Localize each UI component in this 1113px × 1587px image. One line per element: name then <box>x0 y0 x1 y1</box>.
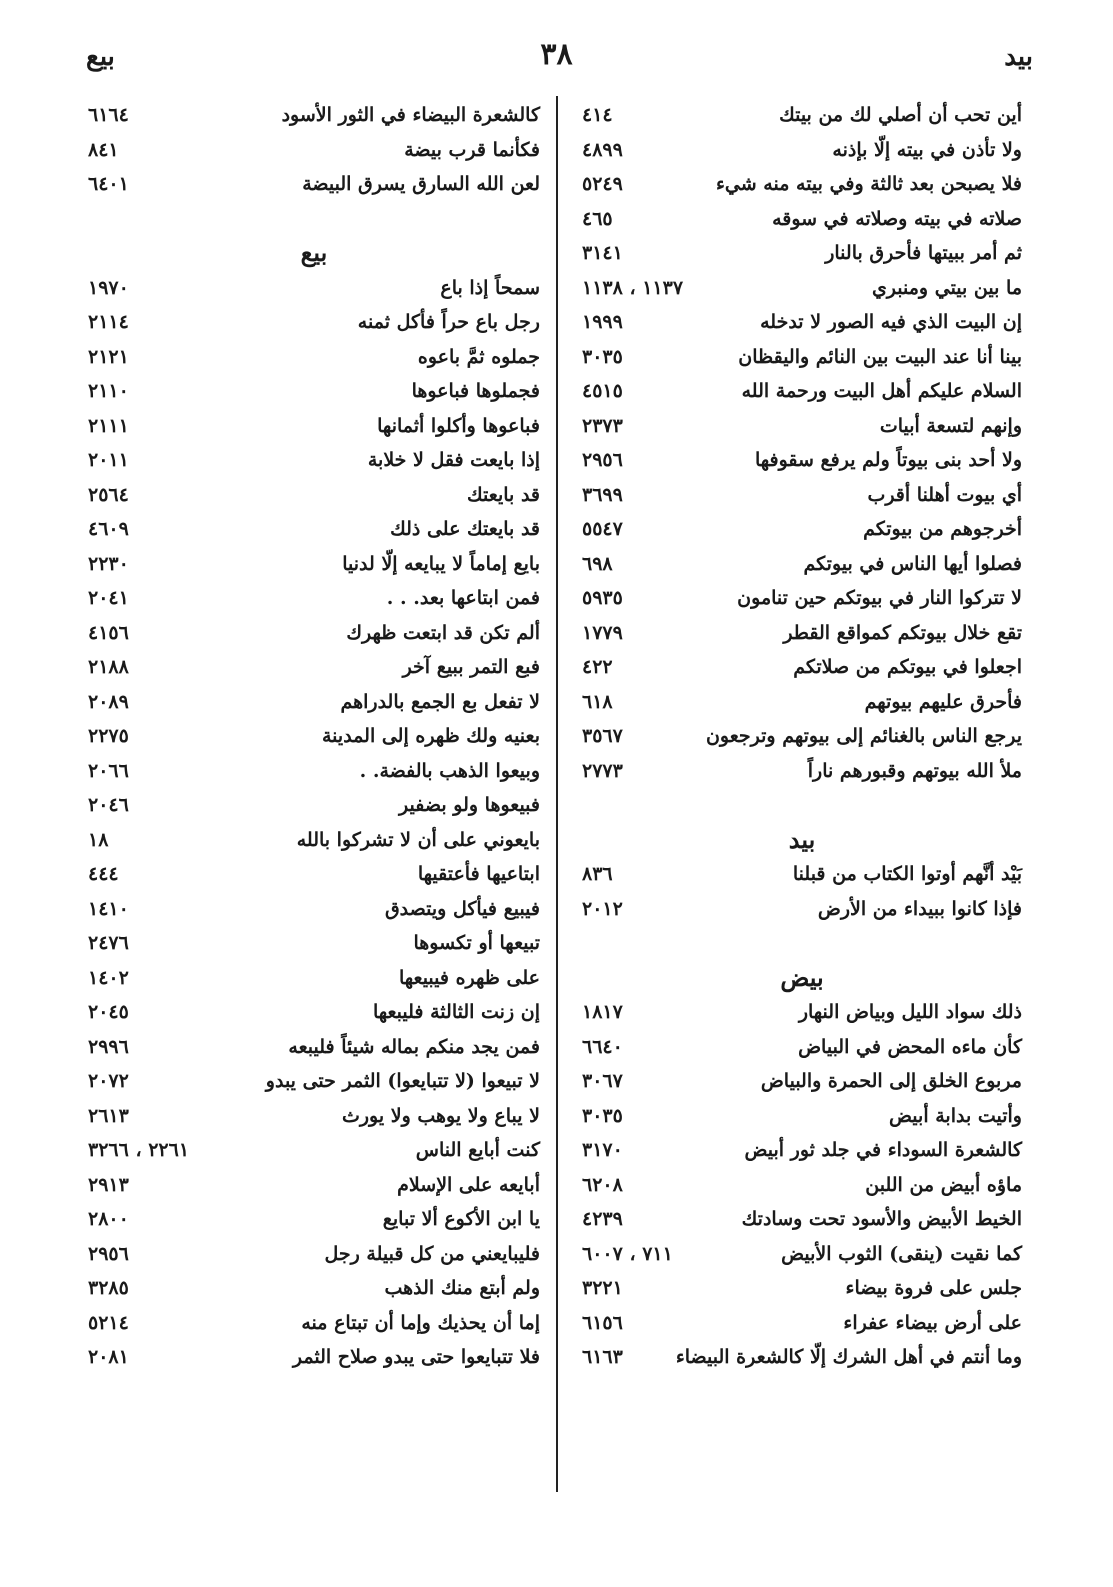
entry-phrase: لعن الله السارق يسرق البيضة <box>302 173 540 195</box>
entry-phrase: تبيعها أو تكسوها <box>413 932 540 954</box>
index-entry <box>582 616 1022 651</box>
entry-phrase: على أرض بيضاء عفراء <box>843 1311 1022 1334</box>
entry-reference-number: ٥٩٣٥ <box>582 587 623 609</box>
entry-phrase: رجل باع حراً فأكل ثمنه <box>357 311 540 333</box>
entry-phrase: وأتيت بدابة أبيض <box>889 1104 1022 1127</box>
entry-reference-number: ٢٠٦٦ <box>88 759 129 782</box>
entry-phrase: لا تفعل بع الجمع بالدراهم <box>340 690 540 713</box>
entry-reference-number: ٦٩٨ <box>582 552 613 575</box>
entry-phrase: السلام عليكم أهل البيت ورحمة الله <box>741 380 1022 402</box>
entry-reference-number: ٢٠١١ <box>88 449 129 471</box>
entry-reference-number: ١٤١٠ <box>88 897 129 920</box>
root-heading <box>582 823 1022 858</box>
entry-phrase: أي بيوت أهلنا أقرب <box>867 483 1022 506</box>
entry-phrase: لا تتركوا النار في بيوتكم حين تنامون <box>737 587 1022 609</box>
index-entry <box>88 305 540 340</box>
entry-phrase: ولا تأذن في بيته إلّا بإذنه <box>832 138 1022 161</box>
spacer <box>582 926 1022 961</box>
index-entry <box>88 1064 540 1099</box>
index-entry <box>582 1030 1022 1065</box>
entry-reference-number: ٢٩٥٦ <box>582 449 623 471</box>
entry-phrase: كالشعرة السوداء في جلد ثور أبيض <box>744 1139 1022 1161</box>
right-column <box>582 98 1022 1375</box>
entry-phrase: فبيعوها ولو بضفير <box>399 794 540 816</box>
entry-reference-number: ٢٥٦٤ <box>88 483 129 506</box>
entry-reference-number: ٢١١٠ <box>88 380 129 402</box>
entry-phrase: إذا بايعت فقل لا خلابة <box>367 449 540 471</box>
entry-reference-number: ٢٦١٣ <box>88 1104 129 1127</box>
entry-reference-number: ٢٨٠٠ <box>88 1208 129 1230</box>
entry-reference-number: ٦١٨ <box>582 690 613 713</box>
index-entry <box>582 995 1022 1030</box>
entry-phrase: وإنهم لتسعة أبيات <box>879 414 1022 437</box>
index-entry <box>88 133 540 168</box>
entry-phrase: فجملوها فباعوها <box>411 380 540 402</box>
spacer <box>582 788 1022 823</box>
root-heading <box>88 236 540 271</box>
entry-phrase: يا ابن الأكوع ألا تبايع <box>382 1208 540 1230</box>
entry-phrase: مربوع الخلق إلى الحمرة والبياض <box>760 1070 1022 1092</box>
entry-reference-number: ٣١٧٠ <box>582 1139 623 1161</box>
entry-reference-number: ٢٢٦١ ، ٣٢٦٦ <box>88 1139 190 1161</box>
entry-reference-number: ٢٣٧٣ <box>582 414 623 437</box>
index-entry <box>88 788 540 823</box>
index-entry <box>582 478 1022 513</box>
header-root-word-right: بيد <box>1004 42 1033 72</box>
entry-phrase: فبع التمر ببيع آخر <box>402 656 540 678</box>
index-entry <box>582 650 1022 685</box>
entry-reference-number: ٢٠٨٩ <box>88 690 129 713</box>
entry-reference-number: ١١٣٧ ، ١١٣٨ <box>582 276 684 299</box>
entry-reference-number: ٢٢٧٥ <box>88 725 129 747</box>
entry-phrase: جلس على فروة بيضاء <box>845 1277 1022 1299</box>
entry-phrase: سمحاً إذا باع <box>440 276 540 299</box>
root-heading-text: بيع <box>300 238 328 267</box>
entry-reference-number: ٥٥٤٧ <box>582 518 623 540</box>
index-entry <box>582 1133 1022 1168</box>
left-column <box>88 98 540 1375</box>
entry-phrase: إما أن يحذيك وإما أن تبتاع منه <box>301 1311 540 1334</box>
index-entry <box>582 719 1022 754</box>
index-entry <box>582 892 1022 927</box>
entry-phrase: ماؤه أبيض من اللبن <box>865 1173 1022 1196</box>
root-heading <box>582 961 1022 996</box>
index-entry <box>582 1237 1022 1272</box>
index-entry <box>582 857 1022 892</box>
entry-phrase: فليبايعني من كل قبيلة رجل <box>324 1242 540 1265</box>
index-entry <box>88 754 540 789</box>
entry-reference-number: ١٨ <box>88 828 109 851</box>
index-entry <box>582 1271 1022 1306</box>
root-heading-text: بيض <box>780 962 824 992</box>
index-entry <box>88 995 540 1030</box>
entry-phrase: فلا يصبحن بعد ثالثة وفي بيته منه شيء <box>716 173 1022 195</box>
entry-phrase: ابتاعيها فأعتقيها <box>417 863 540 885</box>
entry-phrase: أخرجوهم من بيوتكم <box>863 518 1022 540</box>
entry-reference-number: ٢٤٧٦ <box>88 932 129 954</box>
index-entry <box>582 98 1022 133</box>
entry-phrase: فباعوها وأكلوا أثمانها <box>377 414 540 437</box>
entry-reference-number: ٣٠٦٧ <box>582 1070 623 1092</box>
entry-phrase: وما أنتم في أهل الشرك إلّا كالشعرة البيضاء <box>675 1346 1022 1368</box>
entry-phrase: فأحرق عليهم بيوتهم <box>864 690 1022 713</box>
spacer <box>88 202 540 237</box>
entry-reference-number: ٢٩١٣ <box>88 1173 129 1196</box>
index-entry <box>88 409 540 444</box>
index-entry <box>582 1099 1022 1134</box>
index-entry <box>88 616 540 651</box>
entry-reference-number: ٤٦٥ <box>582 207 613 230</box>
index-entry <box>88 512 540 547</box>
index-entry <box>88 823 540 858</box>
index-entry <box>88 271 540 306</box>
column-divider <box>556 96 558 1492</box>
entry-phrase: إن البيت الذي فيه الصور لا تدخله <box>760 311 1022 333</box>
entry-reference-number: ٥٢٤٩ <box>582 173 623 195</box>
entry-phrase: بايعوني على أن لا تشركوا بالله <box>296 828 540 851</box>
entry-phrase: فإذا كانوا ببيداء من الأرض <box>817 897 1022 920</box>
entry-phrase: جملوه ثمَّ باعوه <box>417 345 540 368</box>
root-heading-text: بيد <box>788 824 816 854</box>
entry-phrase: ملأ الله بيوتهم وقبورهم ناراً <box>807 759 1022 782</box>
index-entry <box>582 305 1022 340</box>
entry-phrase: لا تبيعوا (لا تتبايعوا) الثمر حتى يبدو <box>265 1070 540 1092</box>
entry-phrase: تقع خلال بيوتكم كمواقع القطر <box>783 621 1022 644</box>
index-entry <box>88 961 540 996</box>
entry-reference-number: ٢٠٨١ <box>88 1346 129 1368</box>
entry-phrase: فكأنما قرب بيضة <box>404 138 540 161</box>
entry-reference-number: ٦٢٠٨ <box>582 1173 623 1196</box>
entry-reference-number: ٢٠٤١ <box>88 587 129 609</box>
entry-phrase: على ظهره فيبيعها <box>398 966 540 989</box>
entry-phrase: ألم تكن قد ابتعت ظهرك <box>346 621 540 644</box>
entry-reference-number: ٢١١١ <box>88 414 129 437</box>
index-entry <box>88 98 540 133</box>
index-entry <box>582 202 1022 237</box>
index-entry <box>582 374 1022 409</box>
entry-phrase: ولا أحد بنى بيوتاً ولم يرفع سقوفها <box>754 449 1022 471</box>
index-entry <box>88 547 540 582</box>
entry-phrase: لا يباع ولا يوهب ولا يورث <box>341 1104 540 1127</box>
entry-phrase: ذلك سواد الليل وبياض النهار <box>798 1001 1022 1023</box>
entry-reference-number: ٤٢٢ <box>582 656 613 678</box>
entry-reference-number: ٢٠٧٢ <box>88 1070 129 1092</box>
entry-reference-number: ٢٧٧٣ <box>582 759 623 782</box>
index-entry <box>88 340 540 375</box>
entry-reference-number: ٨٣٦ <box>582 863 613 885</box>
entry-reference-number: ٢٩٥٦ <box>88 1242 129 1265</box>
entry-phrase: بَيْد أنَّهم أوتوا الكتاب من قبلنا <box>792 863 1022 885</box>
entry-reference-number: ٢١٨٨ <box>88 656 129 678</box>
entry-reference-number: ٧١١ ، ٦٠٠٧ <box>582 1242 673 1265</box>
entry-phrase: فمن يجد منكم بماله شيئاً فليبعه <box>288 1035 540 1058</box>
index-entry <box>88 1133 540 1168</box>
index-entry <box>88 1202 540 1237</box>
index-entry <box>582 1064 1022 1099</box>
entry-phrase: فصلوا أيها الناس في بيوتكم <box>803 552 1022 575</box>
entry-reference-number: ٤١٤ <box>582 104 613 126</box>
index-entry <box>582 1202 1022 1237</box>
entry-phrase: صلاته في بيته وصلاته في سوقه <box>772 207 1022 230</box>
entry-reference-number: ٤٨٩٩ <box>582 138 623 161</box>
entry-phrase: الخيط الأبيض والأسود تحت وسادتك <box>741 1208 1022 1230</box>
entry-phrase: قد بايعتك <box>467 483 540 506</box>
entry-phrase: ثم أمر ببيتها فأحرق بالنار <box>825 242 1022 264</box>
entry-phrase: بينا أنا عند البيت بين النائم واليقظان <box>738 345 1022 368</box>
entry-reference-number: ٣٦٩٩ <box>582 483 623 506</box>
entry-phrase: كما نقيت (ينقى) الثوب الأبيض <box>781 1242 1022 1265</box>
index-entry <box>88 374 540 409</box>
entry-reference-number: ٢١١٤ <box>88 311 129 333</box>
entry-phrase: بايع إماماً لا يبايعه إلّا لدنيا <box>342 552 540 575</box>
index-entry <box>582 236 1022 271</box>
entry-reference-number: ١٨١٧ <box>582 1001 623 1023</box>
entry-phrase: وبيعوا الذهب بالفضة. . <box>359 759 540 782</box>
index-entry <box>582 340 1022 375</box>
index-entry <box>88 167 540 202</box>
entry-phrase: فيبيع فيأكل ويتصدق <box>384 897 540 920</box>
index-entry <box>88 478 540 513</box>
entry-reference-number: ٦١٥٦ <box>582 1311 623 1334</box>
entry-phrase: ما بين بيتي ومنبري <box>871 276 1022 299</box>
entry-phrase: كنت أبايع الناس <box>415 1139 540 1161</box>
entry-reference-number: ١٧٧٩ <box>582 621 623 644</box>
entry-phrase: قد بايعتك على ذلك <box>390 518 540 540</box>
index-entry <box>582 547 1022 582</box>
entry-reference-number: ٤٦٠٩ <box>88 518 129 540</box>
index-entry <box>88 857 540 892</box>
entry-reference-number: ٣٢٨٥ <box>88 1277 129 1299</box>
entry-reference-number: ٣١٤١ <box>582 242 623 264</box>
index-entry <box>582 409 1022 444</box>
index-entry <box>582 512 1022 547</box>
entry-reference-number: ٣٢٢١ <box>582 1277 623 1299</box>
entry-phrase: كالشعرة البيضاء في الثور الأسود <box>281 104 540 126</box>
index-entry <box>88 719 540 754</box>
entry-reference-number: ٢٩٩٦ <box>88 1035 129 1058</box>
index-entry <box>582 685 1022 720</box>
entry-reference-number: ٦٤٠١ <box>88 173 129 195</box>
entry-reference-number: ٤٥١٥ <box>582 380 623 402</box>
entry-reference-number: ٢٠١٢ <box>582 897 623 920</box>
entry-reference-number: ٢٠٤٥ <box>88 1001 129 1023</box>
index-entry <box>582 581 1022 616</box>
entry-phrase: ولم أبتع منك الذهب <box>384 1277 540 1299</box>
index-entry <box>88 1306 540 1341</box>
entry-reference-number: ٤٢٣٩ <box>582 1208 623 1230</box>
entry-reference-number: ٤٤٤ <box>88 863 119 885</box>
index-entry <box>88 1030 540 1065</box>
entry-reference-number: ٢٠٤٦ <box>88 794 129 816</box>
index-entry <box>88 1099 540 1134</box>
index-entry <box>582 754 1022 789</box>
entry-phrase: أين تحب أن أصلي لك من بيتك <box>779 104 1022 126</box>
index-entry <box>582 167 1022 202</box>
entry-phrase: يرجع الناس بالغنائم إلى بيوتهم وترجعون <box>705 725 1022 747</box>
index-entry <box>88 892 540 927</box>
entry-reference-number: ٢٢٣٠ <box>88 552 129 575</box>
entry-reference-number: ٣٠٣٥ <box>582 1104 623 1127</box>
index-entry <box>88 1168 540 1203</box>
index-entry <box>582 271 1022 306</box>
index-entry <box>88 926 540 961</box>
entry-phrase: إن زنت الثالثة فليبعها <box>372 1001 540 1023</box>
entry-reference-number: ٦١٦٤ <box>88 104 129 126</box>
index-entry <box>88 1340 540 1375</box>
index-entry <box>88 1271 540 1306</box>
index-entry <box>88 650 540 685</box>
entry-reference-number: ٥٢١٤ <box>88 1311 129 1334</box>
entry-reference-number: ٦١٦٣ <box>582 1346 623 1368</box>
index-entry <box>88 1237 540 1272</box>
entry-reference-number: ٤١٥٦ <box>88 621 129 644</box>
index-entry <box>582 1340 1022 1375</box>
index-entry <box>582 443 1022 478</box>
index-entry <box>88 443 540 478</box>
entry-reference-number: ٦٦٤٠ <box>582 1035 623 1058</box>
entry-reference-number: ٢١٢١ <box>88 345 129 368</box>
entry-reference-number: ٣٠٣٥ <box>582 345 623 368</box>
header-root-word-left: بيع <box>86 42 115 72</box>
entry-phrase: اجعلوا في بيوتكم من صلاتكم <box>793 656 1022 678</box>
entry-reference-number: ٨٤١ <box>88 138 119 161</box>
entry-reference-number: ١٩٧٠ <box>88 276 129 299</box>
index-entry <box>582 1168 1022 1203</box>
index-entry <box>582 1306 1022 1341</box>
entry-phrase: أبايعه على الإسلام <box>397 1173 540 1196</box>
entry-reference-number: ١٩٩٩ <box>582 311 623 333</box>
entry-phrase: بعنيه ولك ظهره إلى المدينة <box>322 725 540 747</box>
index-entry <box>88 581 540 616</box>
entry-phrase: فمن ابتاعها بعد. . . <box>386 587 540 609</box>
page-number: ٣٨ <box>540 37 573 72</box>
entry-reference-number: ١٤٠٢ <box>88 966 129 989</box>
entry-reference-number: ٣٥٦٧ <box>582 725 623 747</box>
entry-phrase: كأن ماءه المحض في البياض <box>798 1035 1022 1058</box>
index-entry <box>582 133 1022 168</box>
entry-phrase: فلا تتبايعوا حتى يبدو صلاح الثمر <box>292 1346 540 1368</box>
index-entry <box>88 685 540 720</box>
